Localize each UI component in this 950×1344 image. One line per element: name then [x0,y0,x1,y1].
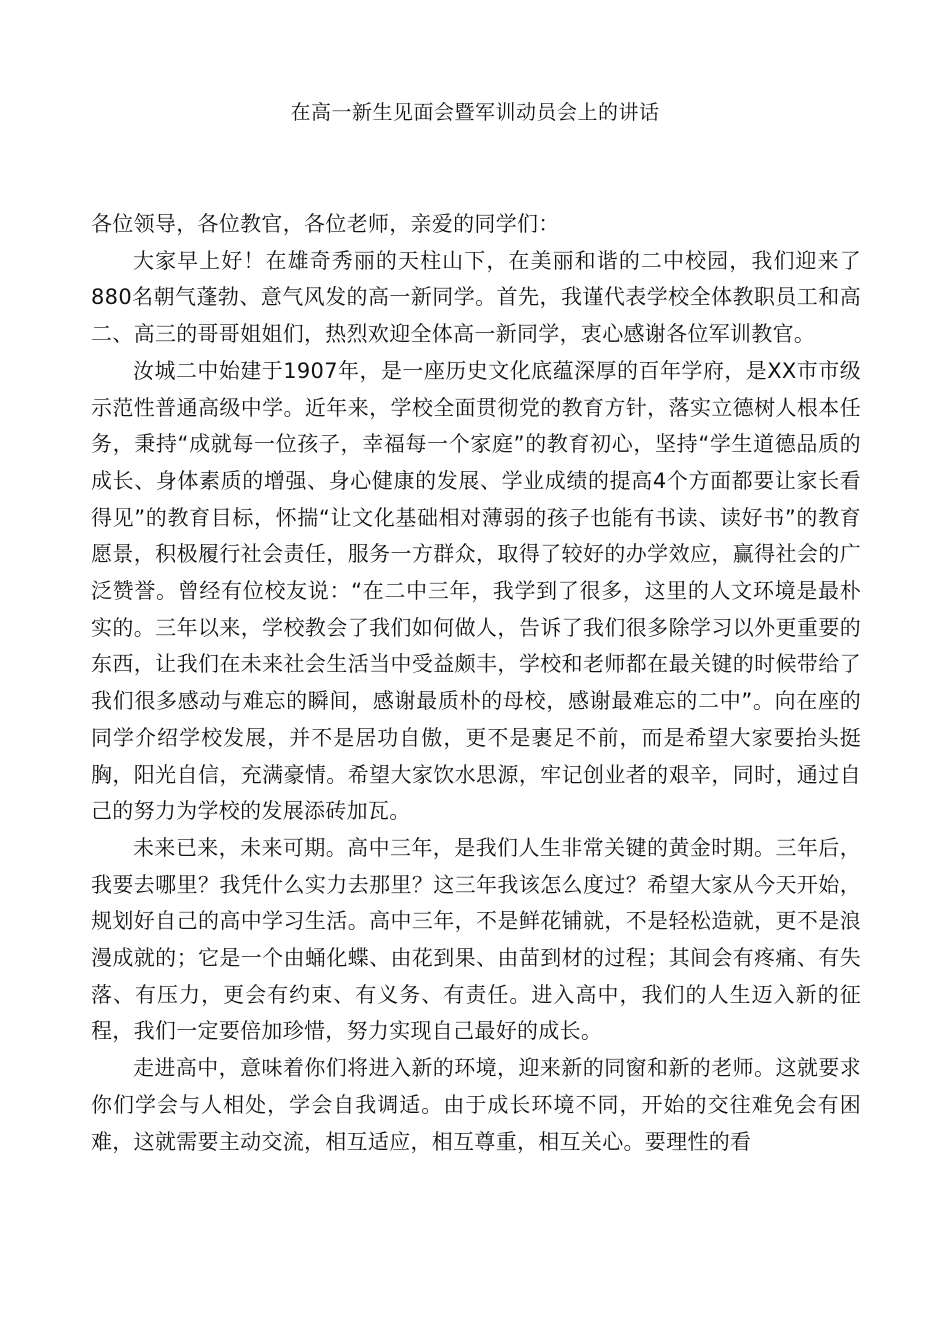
document-title: 在高一新生见面会暨军训动员会上的讲话 [290,100,660,124]
paragraph-welcome: 大家早上好！在雄奇秀丽的天柱山下，在美丽和谐的二中校园，我们迎来了880名朝气蓬勃、意气风发的高一新同学。首先，我谨代表学校全体教职员工和高二、高三的哥哥姐姐们，热烈欢迎全体高一新同学，衷心感谢各位军训教官。 [91,248,861,347]
paragraph-future: 未来已来，未来可期。高中三年，是我们人生非常关键的黄金时期。三年后，我要去哪里？我凭什么实力去那里？这三年我该怎么度过？希望大家从今天开始，规划好自己的高中学习生活。高中三年，不是鲜花铺就，不是轻松造就，更不是浪漫成就的；它是一个由蛹化蝶、由花到果、由苗到材的过程；其间会有疼痛、有失落、有压力，更会有约束、有义务、有责任。进入高中，我们的人生迈入新的征程，我们一定要倍加珍惜，努力实现自己最好的成长。 [91,835,861,1044]
paragraph-new-environment: 走进高中，意味着你们将进入新的环境，迎来新的同窗和新的老师。这就要求你们学会与人相处，学会自我调适。由于成长环境不同，开始的交往难免会有困难，这就需要主动交流，相互适应，相互尊重，相互关心。要理性的看 [91,1056,861,1154]
salutation: 各位领导，各位教官，各位老师，亲爱的同学们： [91,212,560,236]
document-body [91,206,861,1160]
paragraph-school-history: 汝城二中始建于1907年，是一座历史文化底蕴深厚的百年学府，是XX市市级示范性普通高级中学。近年来，学校全面贯彻党的教育方针，落实立德树人根本任务，秉持“成就每一位孩子，幸福每一个家庭”的教育初心，坚持“学生道德品质的成长、身体素质的增强、身心健康的发展、学业成绩的提高4个方面都要让家长看得见”的教育目标，怀揣“让文化基础相对薄弱的孩子也能有书读、读好书”的教育愿景，积极履行社会责任，服务一方群众，取得了较好的办学效应，赢得社会的广泛赞誉。曾经有位校友说：“在二中三年，我学到了很多，这里的人文环境是最朴实的。三年以来，学校教会了我们如何做人，告诉了我们很多除学习以外更重要的东西，让我们在未来社会生活当中受益颇丰，学校和老师都在最关键的时候带给了我们很多感动与难忘的瞬间，感谢最质朴的母校，感谢最难忘的二中”。向在座的同学介绍学校发展，并不是居功自傲，更不是裹足不前，而是希望大家要抬头挺胸，阳光自信，充满豪情。希望大家饮水思源，牢记创业者的艰辛，同时，通过自己的努力为学校的发展添砖加瓦。 [91,358,861,824]
